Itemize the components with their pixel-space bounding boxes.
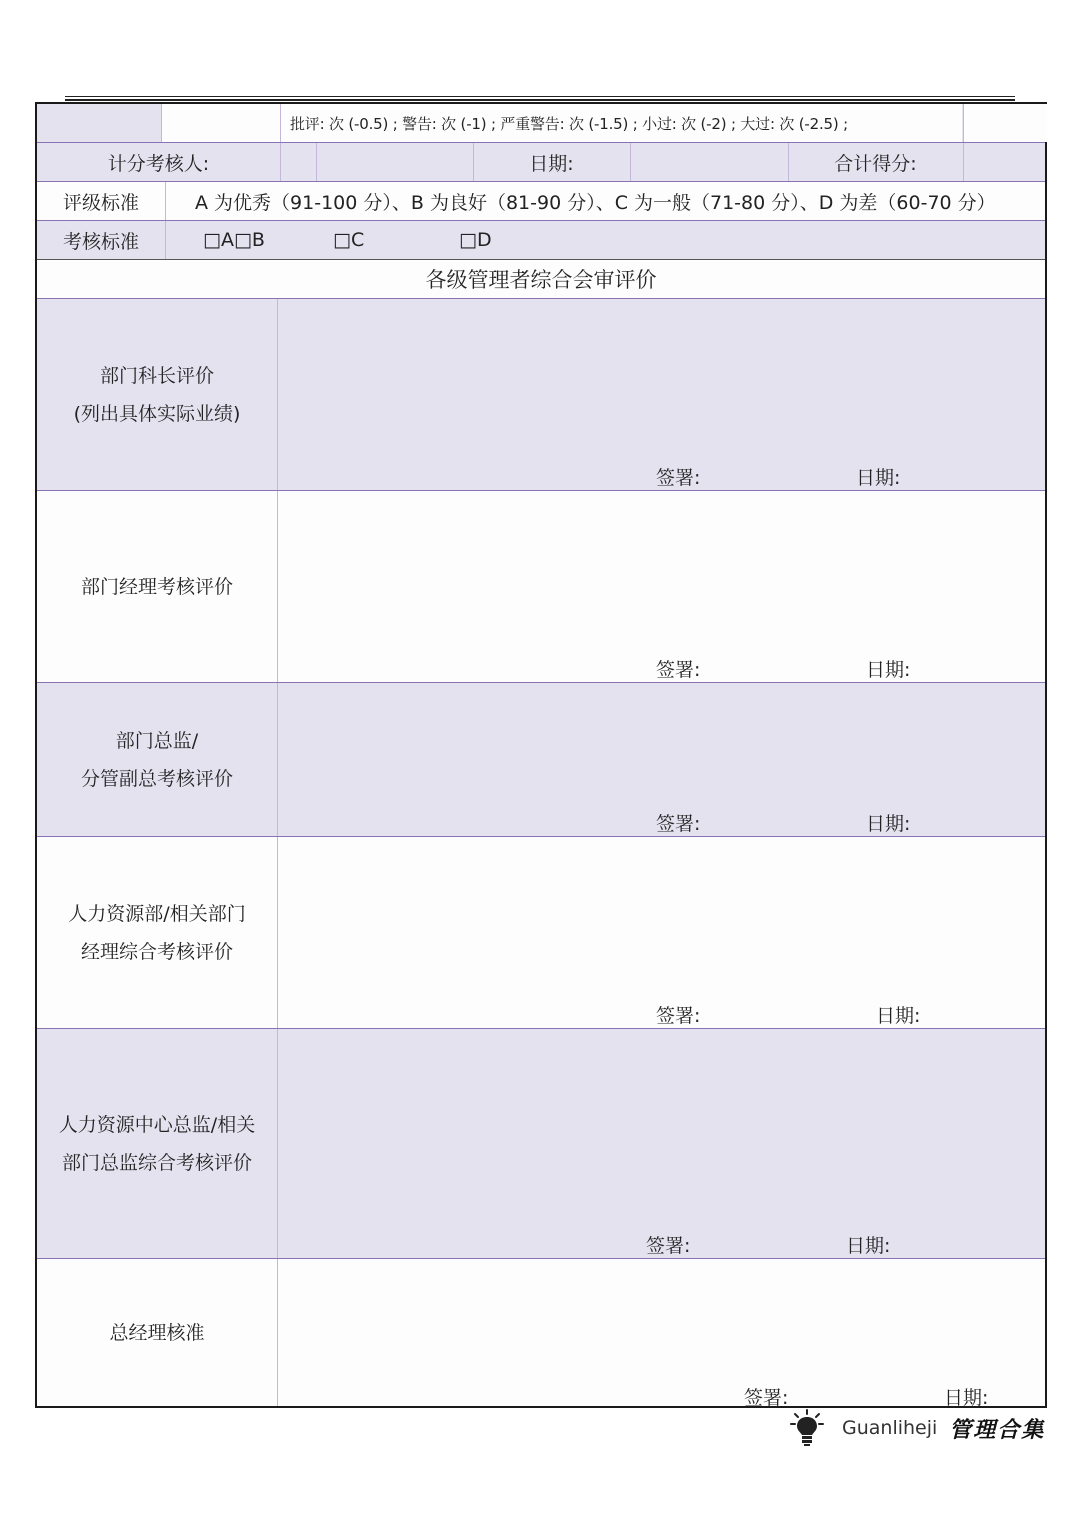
- brand-name-en: Guanliheji: [842, 1417, 938, 1439]
- score-date-label: 日期:: [529, 152, 574, 175]
- eval-label-line1: 总经理核准: [109, 1321, 205, 1344]
- lightbulb-icon: [790, 1409, 824, 1447]
- top-rule: [65, 96, 1015, 97]
- top-rule-thick: [65, 99, 1015, 101]
- eval-comment-area[interactable]: [278, 299, 1045, 490]
- eval-row-section-chief: [37, 299, 1045, 490]
- date-label: 日期:: [846, 1235, 891, 1257]
- rating-row: [37, 182, 1045, 220]
- eval-label: [37, 1259, 277, 1406]
- eval-comment-area[interactable]: [278, 837, 1045, 1028]
- eval-row-hr-director: [37, 1029, 1045, 1258]
- standard-option-d[interactable]: □D: [459, 229, 492, 251]
- date-label: 日期:: [876, 1005, 921, 1027]
- penalty-text: 批评: 次 (-0.5) ; 警告: 次 (-1) ; 严重警告: 次 (-1.5) ; 小过: 次 (-2) ; 大过: 次 (-2.5) ;: [280, 104, 962, 142]
- eval-label: [37, 837, 277, 1028]
- eval-comment-area[interactable]: [278, 1029, 1045, 1258]
- section-title: 各级管理者综合会审评价: [425, 268, 657, 292]
- eval-row-hr-manager: [37, 837, 1045, 1028]
- eval-label-line2: 经理综合考核评价: [80, 940, 233, 963]
- eval-row-general-manager: [37, 1259, 1045, 1409]
- total-score-field[interactable]: [963, 143, 1047, 181]
- sign-label: 签署:: [656, 813, 701, 835]
- date-label: 日期:: [856, 467, 901, 489]
- eval-row-dept-manager: [37, 491, 1045, 682]
- eval-label-line1: 部门总监/: [115, 729, 199, 752]
- score-row: [37, 143, 1045, 181]
- eval-label: [37, 683, 277, 836]
- standard-option-ab[interactable]: □A□B: [203, 229, 265, 251]
- date-label: 日期:: [944, 1387, 989, 1409]
- date-label: 日期:: [866, 659, 911, 681]
- eval-label-line2: 分管副总考核评价: [80, 767, 233, 790]
- sign-label: 签署:: [646, 1235, 691, 1257]
- eval-label: [37, 1029, 277, 1258]
- score-date-field[interactable]: [630, 143, 788, 181]
- eval-comment-area[interactable]: [278, 491, 1045, 682]
- eval-label-line2: (列出具体实际业绩): [73, 402, 241, 425]
- standard-row: [37, 221, 1045, 259]
- sign-label: 签署:: [656, 1005, 701, 1027]
- eval-label: [37, 491, 277, 682]
- rating-label: 评级标准: [62, 191, 139, 214]
- scorer-field[interactable]: [280, 143, 316, 181]
- standard-label: 考核标准: [62, 230, 139, 253]
- eval-label-line1: 人力资源部/相关部门: [68, 902, 246, 925]
- standard-option-c[interactable]: □C: [333, 229, 365, 251]
- penalty-blank-cell[interactable]: [162, 104, 280, 142]
- eval-label-line1: 部门科长评价: [99, 364, 214, 387]
- section-title-row: [37, 260, 1045, 298]
- scorer-name-field[interactable]: [316, 143, 473, 181]
- penalty-row: [37, 104, 1045, 143]
- eval-comment-area[interactable]: [278, 1259, 1045, 1406]
- sign-label: 签署:: [744, 1387, 789, 1409]
- eval-label-line1: 部门经理考核评价: [80, 575, 233, 598]
- date-label: 日期:: [866, 813, 911, 835]
- sign-label: 签署:: [656, 467, 701, 489]
- sign-label: 签署:: [656, 659, 701, 681]
- penalty-extra-cell[interactable]: [964, 104, 1047, 142]
- total-score-label: 合计得分:: [834, 152, 917, 175]
- evaluation-form: [35, 102, 1047, 1408]
- eval-label-line1: 人力资源中心总监/相关: [58, 1113, 256, 1136]
- eval-label: [37, 299, 277, 490]
- brand-name-cn: 管理合集: [949, 1416, 1046, 1443]
- eval-label-line2: 部门总监综合考核评价: [61, 1151, 252, 1174]
- brand-footer: [790, 1408, 1045, 1448]
- eval-row-dept-director: [37, 683, 1045, 836]
- scorer-label: 计分考核人:: [107, 152, 210, 175]
- rating-text: A 为优秀（91-100 分）、B 为良好（81-90 分）、C 为一般（71-80 分）、D 为差（60-70 分）: [195, 191, 996, 214]
